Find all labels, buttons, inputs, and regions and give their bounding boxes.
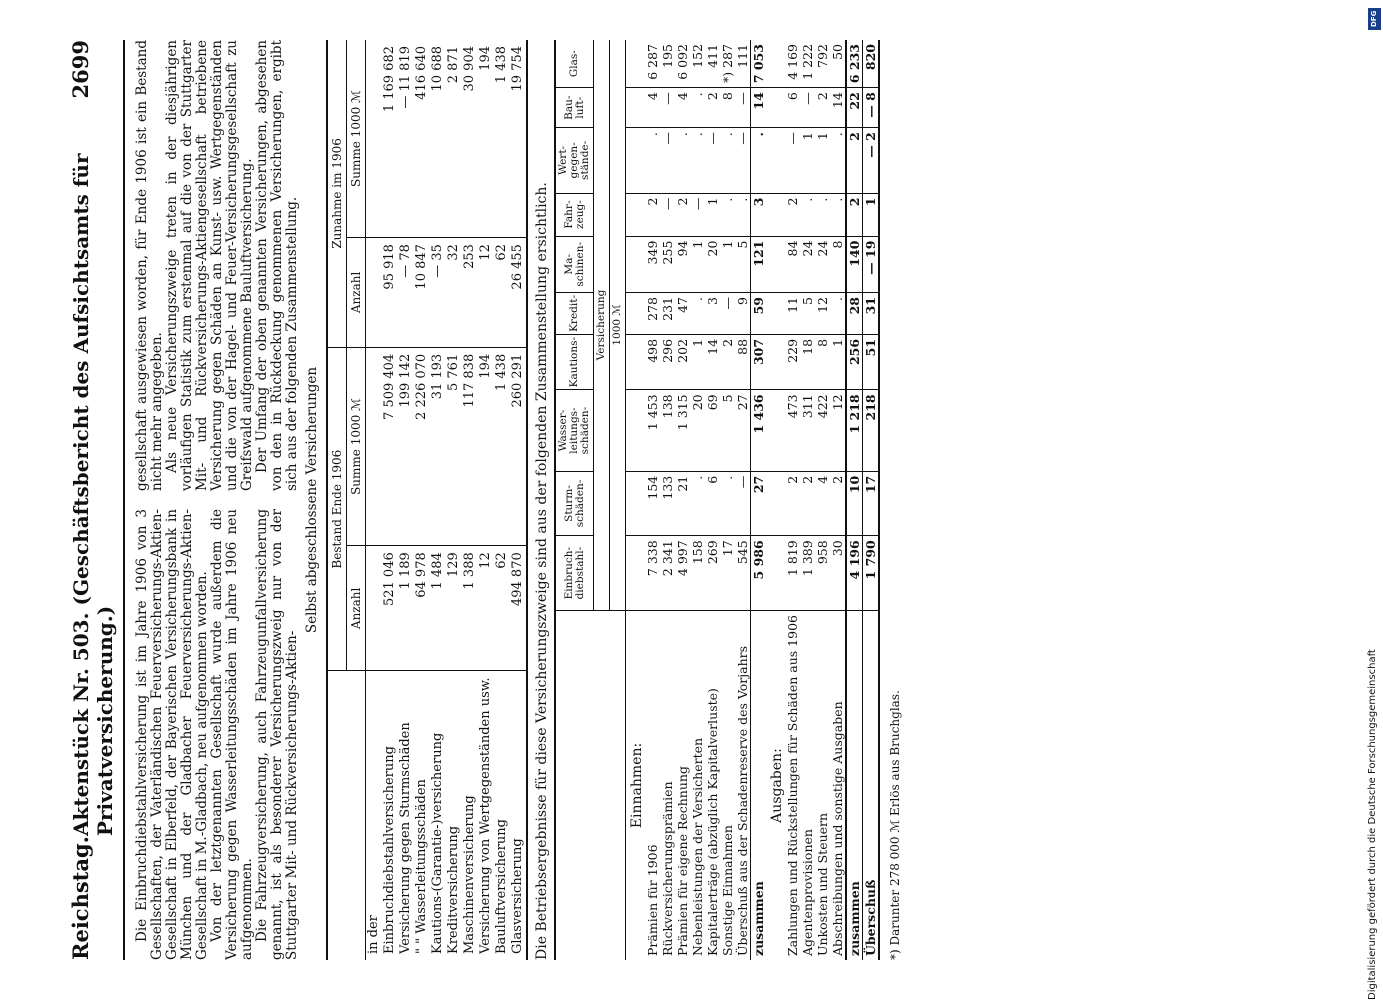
table-cell: . <box>830 128 846 193</box>
table-cell: — <box>660 193 675 236</box>
table-cell: 133 <box>660 471 675 536</box>
table-cell: 253 <box>462 238 478 348</box>
table-cell: 2 <box>645 193 660 236</box>
table-cell: 111 <box>735 40 751 88</box>
table-cell: 311 <box>800 390 815 471</box>
table-cell: 138 <box>660 390 675 471</box>
table-cell: 69 <box>705 390 720 471</box>
table-cell: . <box>830 193 846 236</box>
table-cell: 20 <box>690 390 705 471</box>
row-label: Überschuß <box>863 611 880 961</box>
row-label: Agentenprovisionen <box>800 829 815 956</box>
table-cell: 2 <box>846 193 863 236</box>
table-cell: 88 <box>735 334 751 389</box>
row-label: Abschreibungen und sonstige Ausgaben <box>830 701 845 956</box>
table-cell: . <box>690 471 705 536</box>
header-left: Reichstag. <box>68 836 93 960</box>
table-cell: 6 <box>785 88 800 128</box>
table-cell: 7 509 404 <box>382 347 398 545</box>
column-header: Wert-gegen-stände- <box>555 128 594 193</box>
row-label: Glasversicherung <box>510 838 525 954</box>
table-row <box>830 40 846 960</box>
insurance-volume-table <box>326 40 528 960</box>
table-cell: 47 <box>675 292 690 334</box>
table-cell: 1 315 <box>675 390 690 471</box>
row-label: in der <box>366 915 381 954</box>
table-cell: 2 226 070 <box>414 347 430 545</box>
group-header: Zunahme im 1906 <box>327 40 347 347</box>
table-cell: 3 <box>751 193 767 236</box>
table-row <box>494 40 510 960</box>
row-label: Rückversicherungsprämien <box>660 781 675 956</box>
table-cell: 1 436 <box>751 390 767 471</box>
table-cell: 7 053 <box>751 40 767 88</box>
table-cell: 14 <box>830 88 846 128</box>
table-cell: — <box>735 471 751 536</box>
table-cell: — <box>785 128 800 193</box>
table-cell: . <box>720 128 735 193</box>
table-cell: 51 <box>863 334 880 389</box>
table-cell: . <box>690 292 705 334</box>
row-label: Versicherung von Wertgegenständen usw. <box>478 677 493 954</box>
table-cell: 3 <box>705 292 720 334</box>
table-cell: 26 455 <box>510 238 527 348</box>
unit-header: 1000 ℳ <box>610 40 626 611</box>
side-margin <box>1365 0 1383 1000</box>
table-cell: 229 <box>785 334 800 389</box>
table-row <box>705 40 720 960</box>
table-cell: 19 754 <box>510 40 527 238</box>
table-cell: 1 <box>705 193 720 236</box>
table-row <box>815 40 830 960</box>
table-cell: . <box>690 128 705 193</box>
table-cell: 84 <box>785 236 800 292</box>
table-cell: 30 904 <box>462 40 478 238</box>
column-header: Fahr-zeug- <box>555 193 594 236</box>
table-cell: 1 453 <box>645 390 660 471</box>
table-cell: — <box>660 88 675 128</box>
column-header: Wasser-leitungs-schäden- <box>555 390 594 471</box>
table-cell: . <box>720 193 735 236</box>
table-row <box>735 40 751 960</box>
table-cell: 255 <box>660 236 675 292</box>
table-row <box>446 40 462 960</box>
table-cell: — <box>660 128 675 193</box>
table-cell: . <box>815 193 830 236</box>
table-cell: 4 <box>815 471 830 536</box>
row-label: Kapitalerträge (abzüglich Kapitalverluste) <box>705 688 720 956</box>
table-row <box>660 40 675 960</box>
table-cell: — 19 <box>863 236 880 292</box>
page-content <box>68 40 902 960</box>
table-cell: . <box>830 292 846 334</box>
table-cell: 545 <box>735 536 751 611</box>
table-cell: — <box>705 128 720 193</box>
table-cell: 6 287 <box>645 40 660 88</box>
paragraph: gesellschaft ausgewiesen worden, für Ende 1906 ist ein Bestand nicht mehr angegeben. <box>134 40 165 491</box>
table-cell: 1 <box>690 334 705 389</box>
table-cell: 10 847 <box>414 238 430 348</box>
table-cell: 20 <box>705 236 720 292</box>
table-cell: 6 092 <box>675 40 690 88</box>
page-header <box>68 40 125 960</box>
table-cell: — 35 <box>430 238 446 348</box>
table-cell: 4 997 <box>675 536 690 611</box>
section-row <box>766 40 785 960</box>
table-cell: 50 <box>830 40 846 88</box>
table-cell: 1 189 <box>398 546 414 671</box>
table-cell: 422 <box>815 390 830 471</box>
row-label: zusammen <box>846 611 863 961</box>
row-label: zusammen <box>751 611 767 961</box>
column-header: Anzahl <box>347 546 366 671</box>
table-cell: 2 871 <box>446 40 462 238</box>
table-cell: — 78 <box>398 238 414 348</box>
table-cell: 269 <box>705 536 720 611</box>
table-cell: 411 <box>705 40 720 88</box>
table-cell: 14 <box>751 88 767 128</box>
table-cell: 6 <box>705 471 720 536</box>
table-cell: 218 <box>863 390 880 471</box>
column-header: Sturm-schäden- <box>555 471 594 536</box>
table-cell: 5 <box>735 236 751 292</box>
table-cell: 4 196 <box>846 536 863 611</box>
table-cell: 121 <box>751 236 767 292</box>
table-cell: 32 <box>446 238 462 348</box>
table-row <box>462 40 478 960</box>
table-cell: 158 <box>690 536 705 611</box>
table-cell: 1 222 <box>800 40 815 88</box>
row-label: Unkosten und Steuern <box>815 812 830 956</box>
table-cell: 494 870 <box>510 546 527 671</box>
table-cell: 2 <box>720 334 735 389</box>
header-row <box>555 40 594 960</box>
table-row <box>366 40 383 960</box>
table-cell: 12 <box>815 292 830 334</box>
table-cell: 1 <box>800 128 815 193</box>
row-label: Prämien für 1906 <box>645 844 660 956</box>
column-header: Kautions- <box>555 334 594 389</box>
section-label: Einnahmen: <box>629 742 645 829</box>
table-cell: 21 <box>675 471 690 536</box>
table-cell: 1 218 <box>846 390 863 471</box>
row-label: Versicherung gegen Sturmschäden <box>398 722 413 954</box>
table-cell: 28 <box>846 292 863 334</box>
table-cell: 129 <box>446 546 462 671</box>
table-cell: 1 <box>720 236 735 292</box>
table-row <box>690 40 705 960</box>
table-cell: 24 <box>815 236 830 292</box>
table-cell: 1 <box>690 236 705 292</box>
table-cell: 2 <box>815 88 830 128</box>
table-cell: 1 438 <box>494 40 510 238</box>
table-cell: 2 <box>800 471 815 536</box>
table-cell: — 8 <box>863 88 880 128</box>
table-cell: — <box>735 128 751 193</box>
table-cell: . <box>800 193 815 236</box>
table-cell: 62 <box>494 546 510 671</box>
row-label: Bauluftversicherung <box>494 819 509 954</box>
table-cell: 2 <box>705 88 720 128</box>
table-cell: 194 <box>478 347 494 545</box>
page-title: Aktenstück Nr. 503. (Geschäftsbericht des Aufsichtsamts für Privatversicherung.) <box>69 153 117 837</box>
table-row <box>785 40 800 960</box>
table-cell: 1 389 <box>800 536 815 611</box>
row-label: Überschuß aus der Schadenreserve des Vorjahrs <box>735 645 750 956</box>
table-cell: *) 287 <box>720 40 735 88</box>
paragraph: Von der letztgenannten Gesellschaft wurde außerdem die Versicherung gegen Wasserleitungsschäden im Jahre 1906 neu aufgenommen. <box>209 509 255 960</box>
table-cell: 30 <box>830 536 846 611</box>
table-cell: 1 169 682 <box>382 40 398 238</box>
table-cell: 473 <box>785 390 800 471</box>
table-cell: 2 <box>785 471 800 536</box>
table-row <box>414 40 430 960</box>
column-header: Anzahl <box>347 238 366 348</box>
table-cell: 8 <box>830 236 846 292</box>
row-label: Prämien für eigene Rechnung <box>675 766 690 956</box>
footnote: *) Darunter 278 000 ℳ Erlös aus Bruchglas. <box>888 690 902 960</box>
table-row <box>478 40 494 960</box>
table-cell: 11 <box>785 292 800 334</box>
table-cell: 152 <box>690 40 705 88</box>
group-header: Versicherung <box>594 40 610 611</box>
table-cell: 296 <box>660 334 675 389</box>
paragraph: Als neue Versicherungszweige treten in der diesjährigen vorläufigen Statistik zum erstenmal auf die von der Stuttgarter Mit- und Rückversicherungs-Aktiengesellschaft betriebene Versicherung gegen Schäden an Kunst- usw. Wertgegenständen und die von der Hagel- und Feuer-Versicherungsgesellschaft zu Greifswald aufgenommene Bauluftversicherung. <box>164 40 255 491</box>
column-header: Einbruch-diebstahl- <box>555 536 594 611</box>
table-row <box>430 40 446 960</box>
table-cell: 2 <box>675 193 690 236</box>
table-corner <box>555 611 626 961</box>
table-cell: — <box>690 193 705 236</box>
column-header: Bau-luft- <box>555 88 594 128</box>
row-label: " " Wasserleitungsschäden <box>414 779 429 954</box>
column-header: Kredit- <box>555 292 594 334</box>
table-cell: 1 484 <box>430 546 446 671</box>
table-cell: 27 <box>735 390 751 471</box>
table-cell: — <box>720 292 735 334</box>
paragraph: Die Fahrzeugversicherung, auch Fahrzeugunfallversicherung genannt, ist als besonderer Versicherungszweig nur von der Stuttgarter Mit- und Rückversicherungs-Aktien- <box>254 509 300 960</box>
column-header: Summe 1000 ℳ <box>347 40 366 238</box>
table-cell: . <box>690 88 705 128</box>
table-cell: 94 <box>675 236 690 292</box>
table-cell: 5 761 <box>446 347 462 545</box>
table-cell: 1 819 <box>785 536 800 611</box>
table-cell: — <box>800 88 815 128</box>
text-column-left <box>135 509 300 960</box>
table-cell: 260 291 <box>510 347 527 545</box>
table-cell: 24 <box>800 236 815 292</box>
dfg-logo: DFG <box>1368 8 1381 30</box>
table-cell: 140 <box>846 236 863 292</box>
table-cell: 17 <box>863 471 880 536</box>
table-cell: 256 <box>846 334 863 389</box>
table-cell: 1 790 <box>863 536 880 611</box>
paragraph: Der Umfang der oben genannten Versicherungen, abgesehen von den in Rückdeckung genommenen Versicherungen, ergibt sich aus der folgenden Zusammenstellung. <box>254 40 300 491</box>
table-cell: 199 142 <box>398 347 414 545</box>
table-row <box>645 40 660 960</box>
total-row <box>846 40 863 960</box>
table-cell: 4 169 <box>785 40 800 88</box>
table-cell: 10 688 <box>430 40 446 238</box>
table-cell: 31 193 <box>430 347 446 545</box>
column-header: Summe 1000 ℳ <box>347 347 366 545</box>
group-header: Bestand Ende 1906 <box>327 347 347 671</box>
table-cell: 1 <box>830 334 846 389</box>
table-cell: 18 <box>800 334 815 389</box>
table-cell: 22 <box>846 88 863 128</box>
table-cell: 349 <box>645 236 660 292</box>
table-cell: 117 838 <box>462 347 478 545</box>
table-cell: 7 338 <box>645 536 660 611</box>
table-body <box>366 40 528 960</box>
section-row <box>626 40 646 960</box>
table-cell: 202 <box>675 334 690 389</box>
table-row <box>398 40 414 960</box>
table-cell: 2 <box>830 471 846 536</box>
table-cell: . <box>735 193 751 236</box>
table-cell: . <box>645 128 660 193</box>
table-cell: 5 986 <box>751 536 767 611</box>
table-cell: 12 <box>478 546 494 671</box>
table-cell: 278 <box>645 292 660 334</box>
table-cell: 59 <box>751 292 767 334</box>
table-cell: 14 <box>705 334 720 389</box>
table-cell: 2 <box>785 193 800 236</box>
table-cell: 8 <box>815 334 830 389</box>
table-cell: 2 <box>846 128 863 193</box>
section-label: Ausgaben: <box>769 748 785 823</box>
row-label: Sonstige Einnahmen <box>720 825 735 956</box>
total-row <box>751 40 767 960</box>
column-header: Ma-schinen- <box>555 236 594 292</box>
row-label: Maschinenversicherung <box>462 795 477 954</box>
table-cell: 31 <box>863 292 880 334</box>
table-cell: 27 <box>751 471 767 536</box>
row-label: Kreditversicherung <box>446 825 461 954</box>
table-cell: — 11 819 <box>398 40 414 238</box>
table-cell: 307 <box>751 334 767 389</box>
table-cell: 64 978 <box>414 546 430 671</box>
table-cell: 792 <box>815 40 830 88</box>
row-label: Zahlungen und Rückstellungen für Schäden aus 1906 <box>785 615 800 956</box>
table-cell: 521 046 <box>382 546 398 671</box>
table-cell: 416 640 <box>414 40 430 238</box>
table-corner <box>327 671 366 960</box>
table-row <box>382 40 398 960</box>
section-heading: Selbst abgeschlossene Versicherungen <box>304 366 320 634</box>
table-cell: 9 <box>735 292 751 334</box>
table-cell: . <box>751 128 767 193</box>
table-cell: 5 <box>800 292 815 334</box>
table-cell: 12 <box>830 390 846 471</box>
results-sentence: Die Betriebsergebnisse für diese Versicherungszweige sind aus der folgenden Zusammenstellung ersichtlich. <box>534 182 550 960</box>
table-cell: 95 918 <box>382 238 398 348</box>
table-row <box>720 40 735 960</box>
table-cell: . <box>720 471 735 536</box>
table-row <box>510 40 527 960</box>
table-cell: 6 233 <box>846 40 863 88</box>
table-cell: 958 <box>815 536 830 611</box>
table-row <box>675 40 690 960</box>
table-cell: 17 <box>720 536 735 611</box>
table-cell: — 2 <box>863 128 880 193</box>
text-column-right <box>135 40 300 491</box>
table-cell: . <box>675 128 690 193</box>
column-header: Glas- <box>555 40 594 88</box>
table-cell: 4 <box>645 88 660 128</box>
table-cell: 194 <box>478 40 494 238</box>
table-cell: 1 438 <box>494 347 510 545</box>
table-cell: 498 <box>645 334 660 389</box>
table-cell: 820 <box>863 40 880 88</box>
table-cell: 1 <box>863 193 880 236</box>
table-cell: 4 <box>675 88 690 128</box>
table-cell: 8 <box>720 88 735 128</box>
table-cell: 2 341 <box>660 536 675 611</box>
row-label: Kautions-(Garantie-)versicherung <box>430 732 445 954</box>
table-cell: 10 <box>846 471 863 536</box>
table-cell: — <box>735 88 751 128</box>
table-body <box>626 40 880 960</box>
table-cell: 62 <box>494 238 510 348</box>
body-text <box>135 40 300 960</box>
table-cell: 154 <box>645 471 660 536</box>
table-cell: 195 <box>660 40 675 88</box>
table-cell: 1 <box>815 128 830 193</box>
row-label: Nebenleistungen der Versicherten <box>690 737 705 956</box>
row-label: Einbruchdiebstahlversicherung <box>382 746 397 954</box>
table-row <box>800 40 815 960</box>
page-number: 2699 <box>68 40 93 99</box>
results-table <box>554 40 880 960</box>
table-cell: 231 <box>660 292 675 334</box>
total-row <box>863 40 880 960</box>
table-cell: 12 <box>478 238 494 348</box>
table-cell: 1 388 <box>462 546 478 671</box>
table-cell: 5 <box>720 390 735 471</box>
paragraph: Die Einbruchdiebstahlversicherung ist im Jahre 1906 von 3 Gesellschaften, der Vaterländischen Feuerversicherungs-Aktien-Gesellschaft in Elberfeld, der Bayerischen Versicherungsbank in München und der Gladbacher Feuerversicherungs-Aktien-Gesellschaft in M.-Gladbach, neu aufgenommen worden. <box>134 509 210 960</box>
digitization-note: Digitalisierung gefördert durch die Deutsche Forschungsgemeinschaft <box>1367 649 1378 1000</box>
